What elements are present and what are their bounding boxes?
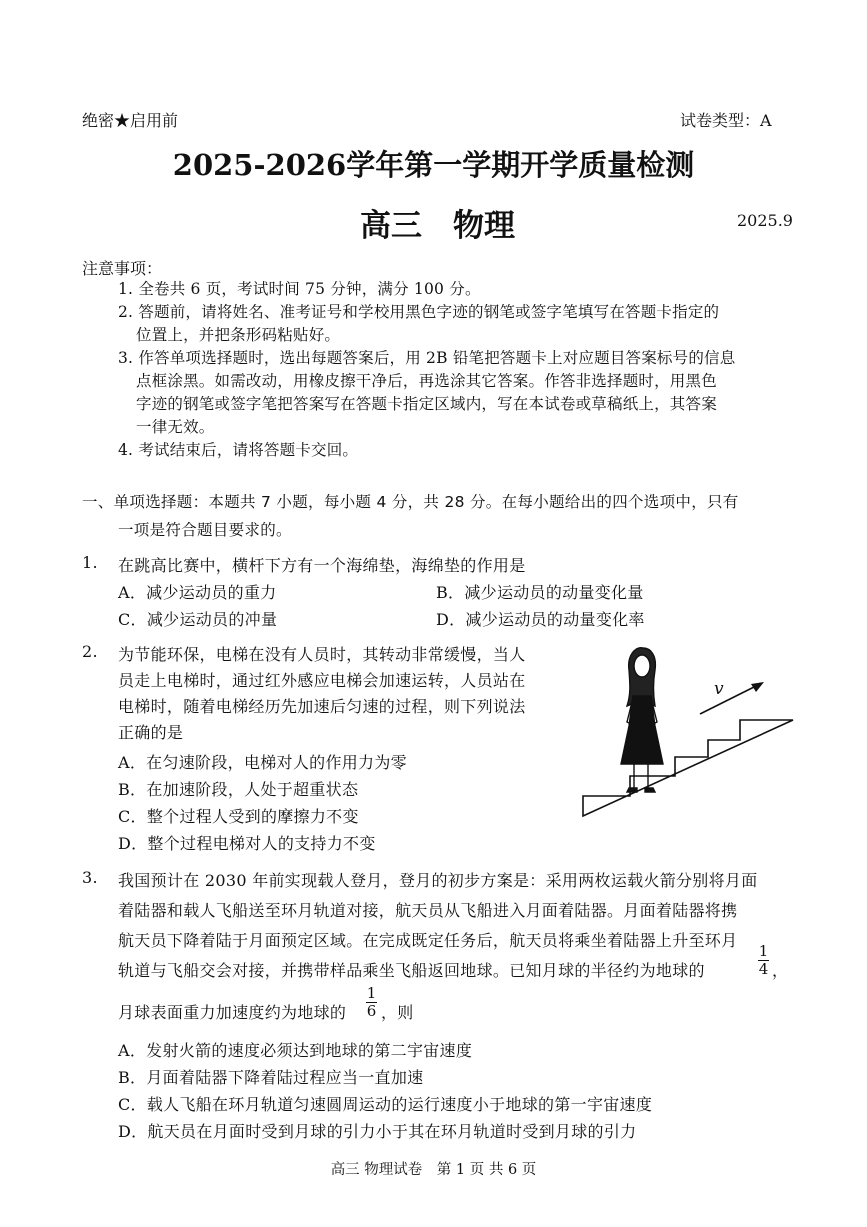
question-stem: 着陆器和载人飞船送至环月轨道对接，航天员从飞船进入月面着陆器。月面着陆器将携 bbox=[118, 901, 738, 920]
notice-line: 一律无效。 bbox=[136, 418, 215, 436]
paper-type-label: 试卷类型：A bbox=[680, 111, 772, 130]
question-stem: 在跳高比赛中，横杆下方有一个海绵垫，海绵垫的作用是 bbox=[118, 556, 526, 575]
option-b: B．减少运动员的动量变化量 bbox=[436, 583, 644, 602]
fraction-numerator: 1 bbox=[366, 984, 377, 1002]
option-d: D．减少运动员的动量变化率 bbox=[436, 610, 645, 629]
notice-heading: 注意事项： bbox=[82, 259, 163, 278]
page-footer: 高三 物理试卷 第 1 页 共 6 页 bbox=[330, 1162, 537, 1178]
question-stem-end: ，则 bbox=[381, 1003, 414, 1022]
question-stem: 轨道与飞船交会对接，并携带样品乘坐飞船返回地球。已知月球的半径约为地球的 bbox=[118, 961, 705, 980]
option-b: B．在加速阶段，人处于超重状态 bbox=[118, 780, 359, 799]
question-number: 3. bbox=[82, 868, 98, 887]
question-number: 1. bbox=[82, 553, 98, 572]
fraction-denominator: 6 bbox=[366, 1002, 377, 1020]
section-heading-cont: 一项是符合题目要求的。 bbox=[118, 521, 292, 539]
question-stem: 正确的是 bbox=[118, 723, 184, 742]
question-number: 2. bbox=[82, 642, 98, 661]
notice-line: 位置上，并把条形码粘贴好。 bbox=[136, 326, 341, 344]
option-d: D．整个过程电梯对人的支持力不变 bbox=[118, 834, 376, 853]
notice-line: 字迹的钢笔或签字笔把答案写在答题卡指定区域内，写在本试卷或草稿纸上，其答案 bbox=[136, 395, 717, 413]
velocity-label: v bbox=[714, 679, 724, 699]
question-stem: 电梯时，随着电梯经历先加速后匀速的过程，则下列说法 bbox=[118, 697, 526, 716]
question-stem: 我国预计在 2030 年前实现载人登月，登月的初步方案是：采用两枚运载火箭分别将月面 bbox=[118, 871, 758, 890]
fraction-one-sixth bbox=[366, 985, 377, 1020]
exam-subject: 高三 物理 bbox=[360, 208, 515, 244]
option-d: D．航天员在月面时受到月球的引力小于其在环月轨道时受到月球的引力 bbox=[118, 1122, 637, 1141]
exam-date: 2025.9 bbox=[737, 211, 793, 230]
notice-line: 3. 作答单项选择题时，选出每题答案后，用 2B 铅笔把答题卡上对应题目答案标号的信息 bbox=[118, 349, 736, 367]
option-c: C．载人飞船在环月轨道匀速圆周运动的运行速度小于地球的第一宇宙速度 bbox=[118, 1095, 653, 1114]
option-c: C．整个过程人受到的摩擦力不变 bbox=[118, 807, 359, 826]
question-stem: 航天员下降着陆于月面预定区域。在完成既定任务后，航天员将乘坐着陆器上升至环月 bbox=[118, 931, 738, 950]
question-stem: 月球表面重力加速度约为地球的 bbox=[118, 1003, 347, 1022]
option-b: B．月面着陆器下降着陆过程应当一直加速 bbox=[118, 1068, 424, 1087]
secret-label: 绝密★启用前 bbox=[82, 111, 179, 130]
option-a: A．发射火箭的速度必须达到地球的第二宇宙速度 bbox=[118, 1041, 473, 1060]
option-a: A．减少运动员的重力 bbox=[118, 583, 277, 602]
person-figure bbox=[621, 648, 663, 792]
fraction-denominator: 4 bbox=[758, 960, 769, 978]
notice-line: 2. 答题前，请将姓名、准考证号和学校用黑色字迹的钢笔或签字笔填写在答题卡指定的 bbox=[118, 303, 720, 321]
notice-line: 4. 考试结束后，请将答题卡交回。 bbox=[118, 441, 359, 459]
punctuation: ， bbox=[772, 961, 789, 980]
fraction-numerator: 1 bbox=[758, 942, 769, 960]
velocity-arrow bbox=[700, 685, 758, 714]
section-heading: 一、单项选择题：本题共 7 小题，每小题 4 分，共 28 分。在每小题给出的四个选项中，只有 bbox=[82, 493, 739, 511]
velocity-arrowhead bbox=[751, 682, 764, 692]
question-stem: 为节能环保，电梯在没有人员时，其转动非常缓慢，当人 bbox=[118, 645, 526, 664]
escalator-figure bbox=[575, 636, 800, 821]
option-c: C．减少运动员的冲量 bbox=[118, 610, 278, 629]
notice-line: 点框涂黑。如需改动，用橡皮擦干净后，再选涂其它答案。作答非选择题时，用黑色 bbox=[136, 372, 717, 390]
escalator-steps bbox=[583, 720, 793, 816]
question-stem: 员走上电梯时，通过红外感应电梯会加速运转，人员站在 bbox=[118, 671, 526, 690]
exam-title: 2025-2026学年第一学期开学质量检测 bbox=[172, 148, 695, 182]
option-a: A．在匀速阶段，电梯对人的作用力为零 bbox=[118, 753, 407, 772]
notice-line: 1. 全卷共 6 页，考试时间 75 分钟，满分 100 分。 bbox=[118, 280, 481, 298]
fraction-one-quarter bbox=[758, 943, 769, 978]
